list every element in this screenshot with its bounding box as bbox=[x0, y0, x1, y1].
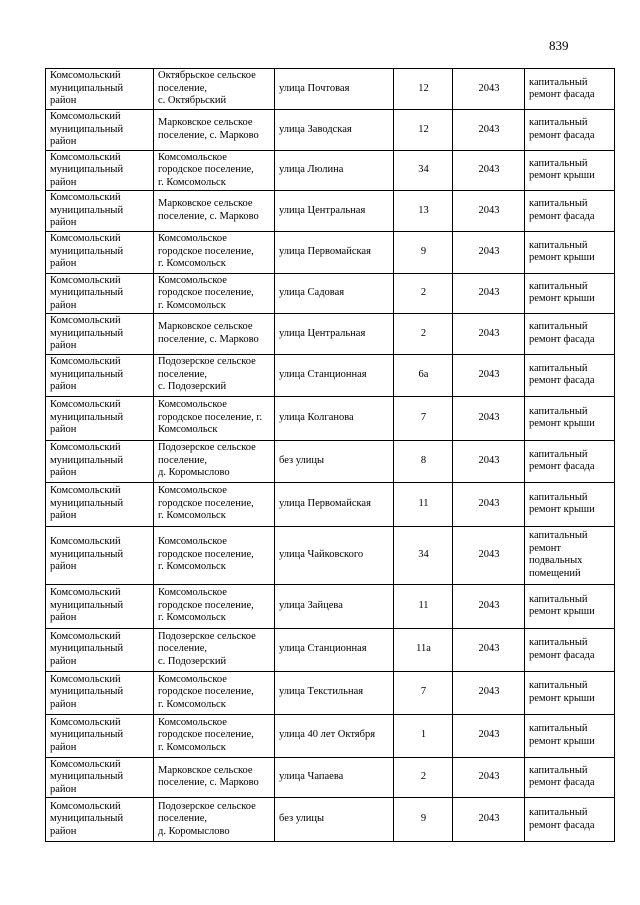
settlement-cell: Комсомольское городское поселение, г. Комсомольск bbox=[154, 526, 275, 584]
year-cell: 2043 bbox=[453, 314, 525, 355]
settlement-cell: Октябрьское сельское поселение, с. Октябрьский bbox=[154, 69, 275, 110]
street-cell: улица Заводская bbox=[275, 110, 394, 151]
year-cell: 2043 bbox=[453, 526, 525, 584]
district-cell: Комсомольский муниципальный район bbox=[46, 150, 154, 191]
work-type-cell: капитальный ремонт крыши bbox=[525, 273, 615, 314]
settlement-cell: Комсомольское городское поселение, г. Комсомольск bbox=[154, 714, 275, 757]
district-cell: Комсомольский муниципальный район bbox=[46, 714, 154, 757]
page-number: 839 bbox=[549, 38, 569, 53]
table-row bbox=[46, 757, 615, 798]
settlement-cell: Комсомольское городское поселение, г. Комсомольск bbox=[154, 150, 275, 191]
table-row bbox=[46, 482, 615, 526]
work-type-cell: капитальный ремонт фасада bbox=[525, 798, 615, 842]
year-cell: 2043 bbox=[453, 584, 525, 628]
table-row bbox=[46, 798, 615, 842]
settlement-cell: Подозерское сельское поселение, с. Подозерский bbox=[154, 354, 275, 396]
house-number-cell: 6а bbox=[394, 354, 453, 396]
table-row bbox=[46, 231, 615, 273]
district-cell: Комсомольский муниципальный район bbox=[46, 482, 154, 526]
work-type-cell: капитальный ремонт фасада bbox=[525, 69, 615, 110]
year-cell: 2043 bbox=[453, 757, 525, 798]
district-cell: Комсомольский муниципальный район bbox=[46, 526, 154, 584]
work-type-cell: капитальный ремонт крыши bbox=[525, 150, 615, 191]
table-row bbox=[46, 110, 615, 151]
year-cell: 2043 bbox=[453, 150, 525, 191]
house-number-cell: 11а bbox=[394, 628, 453, 671]
house-number-cell: 2 bbox=[394, 273, 453, 314]
settlement-cell: Подозерское сельское поселение, д. Коромыслово bbox=[154, 440, 275, 482]
house-number-cell: 11 bbox=[394, 584, 453, 628]
settlement-cell: Комсомольское городское поселение, г. Комсомольск bbox=[154, 671, 275, 714]
street-cell: улица Первомайская bbox=[275, 482, 394, 526]
district-cell: Комсомольский муниципальный район bbox=[46, 440, 154, 482]
year-cell: 2043 bbox=[453, 231, 525, 273]
work-type-cell: капитальный ремонт фасада bbox=[525, 440, 615, 482]
work-type-cell: капитальный ремонт крыши bbox=[525, 584, 615, 628]
year-cell: 2043 bbox=[453, 440, 525, 482]
street-cell: улица Люлина bbox=[275, 150, 394, 191]
year-cell: 2043 bbox=[453, 273, 525, 314]
table-row bbox=[46, 526, 615, 584]
work-type-cell: капитальный ремонт фасада bbox=[525, 314, 615, 355]
house-number-cell: 9 bbox=[394, 798, 453, 842]
district-cell: Комсомольский муниципальный район bbox=[46, 273, 154, 314]
year-cell: 2043 bbox=[453, 798, 525, 842]
table-row bbox=[46, 714, 615, 757]
street-cell: улица Садовая bbox=[275, 273, 394, 314]
settlement-cell: Комсомольское городское поселение, г. Комсомольск bbox=[154, 482, 275, 526]
settlement-cell: Марковское сельское поселение, с. Марково bbox=[154, 110, 275, 151]
district-cell: Комсомольский муниципальный район bbox=[46, 396, 154, 440]
district-cell: Комсомольский муниципальный район bbox=[46, 110, 154, 151]
house-number-cell: 13 bbox=[394, 191, 453, 232]
work-type-cell: капитальный ремонт фасада bbox=[525, 628, 615, 671]
house-number-cell: 7 bbox=[394, 671, 453, 714]
house-number-cell: 9 bbox=[394, 231, 453, 273]
year-cell: 2043 bbox=[453, 354, 525, 396]
table-row bbox=[46, 396, 615, 440]
street-cell: улица Почтовая bbox=[275, 69, 394, 110]
street-cell: улица Станционная bbox=[275, 628, 394, 671]
house-number-cell: 12 bbox=[394, 69, 453, 110]
table-row bbox=[46, 150, 615, 191]
work-type-cell: капитальный ремонт подвальных помещений bbox=[525, 526, 615, 584]
street-cell: улица Чапаева bbox=[275, 757, 394, 798]
table-row bbox=[46, 584, 615, 628]
settlement-cell: Комсомольское городское поселение, г. Комсомольск bbox=[154, 396, 275, 440]
work-type-cell: капитальный ремонт фасада bbox=[525, 354, 615, 396]
street-cell: улица Чайковского bbox=[275, 526, 394, 584]
house-number-cell: 2 bbox=[394, 757, 453, 798]
street-cell: без улицы bbox=[275, 798, 394, 842]
district-cell: Комсомольский муниципальный район bbox=[46, 231, 154, 273]
table-row bbox=[46, 671, 615, 714]
district-cell: Комсомольский муниципальный район bbox=[46, 354, 154, 396]
street-cell: улица Станционная bbox=[275, 354, 394, 396]
district-cell: Комсомольский муниципальный район bbox=[46, 757, 154, 798]
work-type-cell: капитальный ремонт фасада bbox=[525, 110, 615, 151]
year-cell: 2043 bbox=[453, 69, 525, 110]
street-cell: улица 40 лет Октября bbox=[275, 714, 394, 757]
year-cell: 2043 bbox=[453, 482, 525, 526]
house-number-cell: 8 bbox=[394, 440, 453, 482]
year-cell: 2043 bbox=[453, 110, 525, 151]
settlement-cell: Марковское сельское поселение, с. Марково bbox=[154, 191, 275, 232]
year-cell: 2043 bbox=[453, 671, 525, 714]
settlement-cell: Подозерское сельское поселение, с. Подозерский bbox=[154, 628, 275, 671]
district-cell: Комсомольский муниципальный район bbox=[46, 69, 154, 110]
work-type-cell: капитальный ремонт крыши bbox=[525, 482, 615, 526]
district-cell: Комсомольский муниципальный район bbox=[46, 798, 154, 842]
house-number-cell: 1 bbox=[394, 714, 453, 757]
table-row bbox=[46, 191, 615, 232]
repair-schedule-table bbox=[45, 68, 615, 842]
house-number-cell: 12 bbox=[394, 110, 453, 151]
year-cell: 2043 bbox=[453, 628, 525, 671]
house-number-cell: 34 bbox=[394, 526, 453, 584]
street-cell: улица Зайцева bbox=[275, 584, 394, 628]
year-cell: 2043 bbox=[453, 396, 525, 440]
settlement-cell: Подозерское сельское поселение, д. Коромыслово bbox=[154, 798, 275, 842]
street-cell: улица Колганова bbox=[275, 396, 394, 440]
street-cell: улица Центральная bbox=[275, 314, 394, 355]
settlement-cell: Комсомольское городское поселение, г. Комсомольск bbox=[154, 584, 275, 628]
work-type-cell: капитальный ремонт крыши bbox=[525, 231, 615, 273]
work-type-cell: капитальный ремонт крыши bbox=[525, 396, 615, 440]
house-number-cell: 2 bbox=[394, 314, 453, 355]
year-cell: 2043 bbox=[453, 191, 525, 232]
district-cell: Комсомольский муниципальный район bbox=[46, 314, 154, 355]
work-type-cell: капитальный ремонт крыши bbox=[525, 714, 615, 757]
table-row bbox=[46, 69, 615, 110]
settlement-cell: Марковское сельское поселение, с. Марково bbox=[154, 757, 275, 798]
settlement-cell: Комсомольское городское поселение, г. Комсомольск bbox=[154, 273, 275, 314]
table-row bbox=[46, 628, 615, 671]
work-type-cell: капитальный ремонт фасада bbox=[525, 191, 615, 232]
work-type-cell: капитальный ремонт фасада bbox=[525, 757, 615, 798]
street-cell: без улицы bbox=[275, 440, 394, 482]
district-cell: Комсомольский муниципальный район bbox=[46, 584, 154, 628]
settlement-cell: Комсомольское городское поселение, г. Комсомольск bbox=[154, 231, 275, 273]
work-type-cell: капитальный ремонт крыши bbox=[525, 671, 615, 714]
district-cell: Комсомольский муниципальный район bbox=[46, 191, 154, 232]
district-cell: Комсомольский муниципальный район bbox=[46, 671, 154, 714]
table-body bbox=[46, 69, 615, 842]
house-number-cell: 11 bbox=[394, 482, 453, 526]
table-row bbox=[46, 440, 615, 482]
year-cell: 2043 bbox=[453, 714, 525, 757]
street-cell: улица Центральная bbox=[275, 191, 394, 232]
district-cell: Комсомольский муниципальный район bbox=[46, 628, 154, 671]
table-row bbox=[46, 354, 615, 396]
table-row bbox=[46, 273, 615, 314]
street-cell: улица Первомайская bbox=[275, 231, 394, 273]
house-number-cell: 34 bbox=[394, 150, 453, 191]
house-number-cell: 7 bbox=[394, 396, 453, 440]
table-row bbox=[46, 314, 615, 355]
settlement-cell: Марковское сельское поселение, с. Марково bbox=[154, 314, 275, 355]
street-cell: улица Текстильная bbox=[275, 671, 394, 714]
